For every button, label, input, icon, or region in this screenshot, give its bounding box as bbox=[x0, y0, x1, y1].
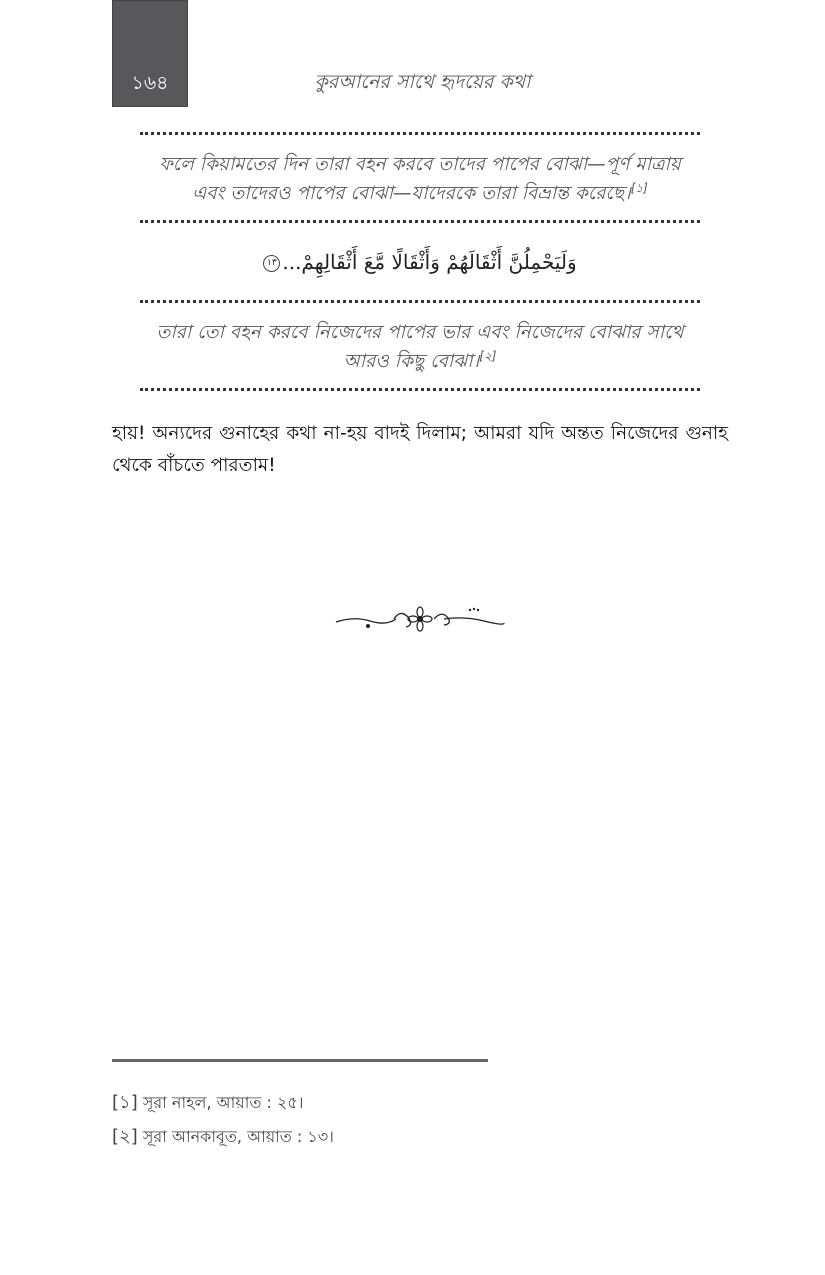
translation-line: তারা তো বহন করবে নিজেদের পাপের ভার এবং নিজেদের বোঝার সাথে bbox=[156, 322, 684, 343]
footnote-2 bbox=[112, 1122, 712, 1153]
running-title: কুরআনের সাথে হৃদয়ের কথা bbox=[314, 71, 531, 93]
footnote-ref: [২] bbox=[479, 348, 497, 363]
ayah-number-mark: ١٣ bbox=[263, 255, 280, 272]
body-paragraph: হায়! অন্যদের গুনাহের কথা না-হয় বাদই দিলাম; আমরা যদি অন্তত নিজেদের গুনাহ থেকে বাঁচতে পারতাম! bbox=[112, 423, 728, 476]
arabic-verse bbox=[140, 250, 700, 274]
dotted-divider bbox=[140, 300, 700, 303]
floral-ornament-icon bbox=[334, 604, 506, 634]
footnote-rule bbox=[112, 1059, 488, 1062]
footnote-marker: [১] bbox=[112, 1092, 138, 1113]
page-number-tab bbox=[112, 0, 188, 107]
footnote-marker: [২] bbox=[112, 1126, 138, 1147]
dotted-divider bbox=[140, 132, 700, 135]
verse-translation-2 bbox=[140, 318, 700, 376]
footnote-text: সূরা আনকাবূত, আয়াত : ১৩। bbox=[142, 1127, 334, 1146]
translation-line: এবং তাদেরও পাপের বোঝা—যাদেরকে তারা বিভ্রান্ত করেছে। bbox=[192, 183, 631, 204]
translation-line: আরও কিছু বোঝা। bbox=[343, 351, 480, 372]
dotted-divider bbox=[140, 388, 700, 391]
footnote-text: সূরা নাহল, আয়াত : ২৫। bbox=[142, 1093, 304, 1112]
dotted-divider bbox=[140, 220, 700, 223]
translation-line: ফলে কিয়ামতের দিন তারা বহন করবে তাদের পাপের বোঝা—পূর্ণ মাত্রায় bbox=[159, 154, 681, 175]
footnote-1 bbox=[112, 1088, 712, 1119]
arabic-text: وَلَيَحْمِلُنَّ أَثْقَالَهُمْ وَأَثْقَالًا مَّعَ أَثْقَالِهِمْ... bbox=[282, 250, 577, 274]
footnote-ref: [১] bbox=[630, 180, 648, 195]
page-number: ১৬৪ bbox=[131, 72, 169, 94]
verse-translation-1 bbox=[140, 150, 700, 208]
